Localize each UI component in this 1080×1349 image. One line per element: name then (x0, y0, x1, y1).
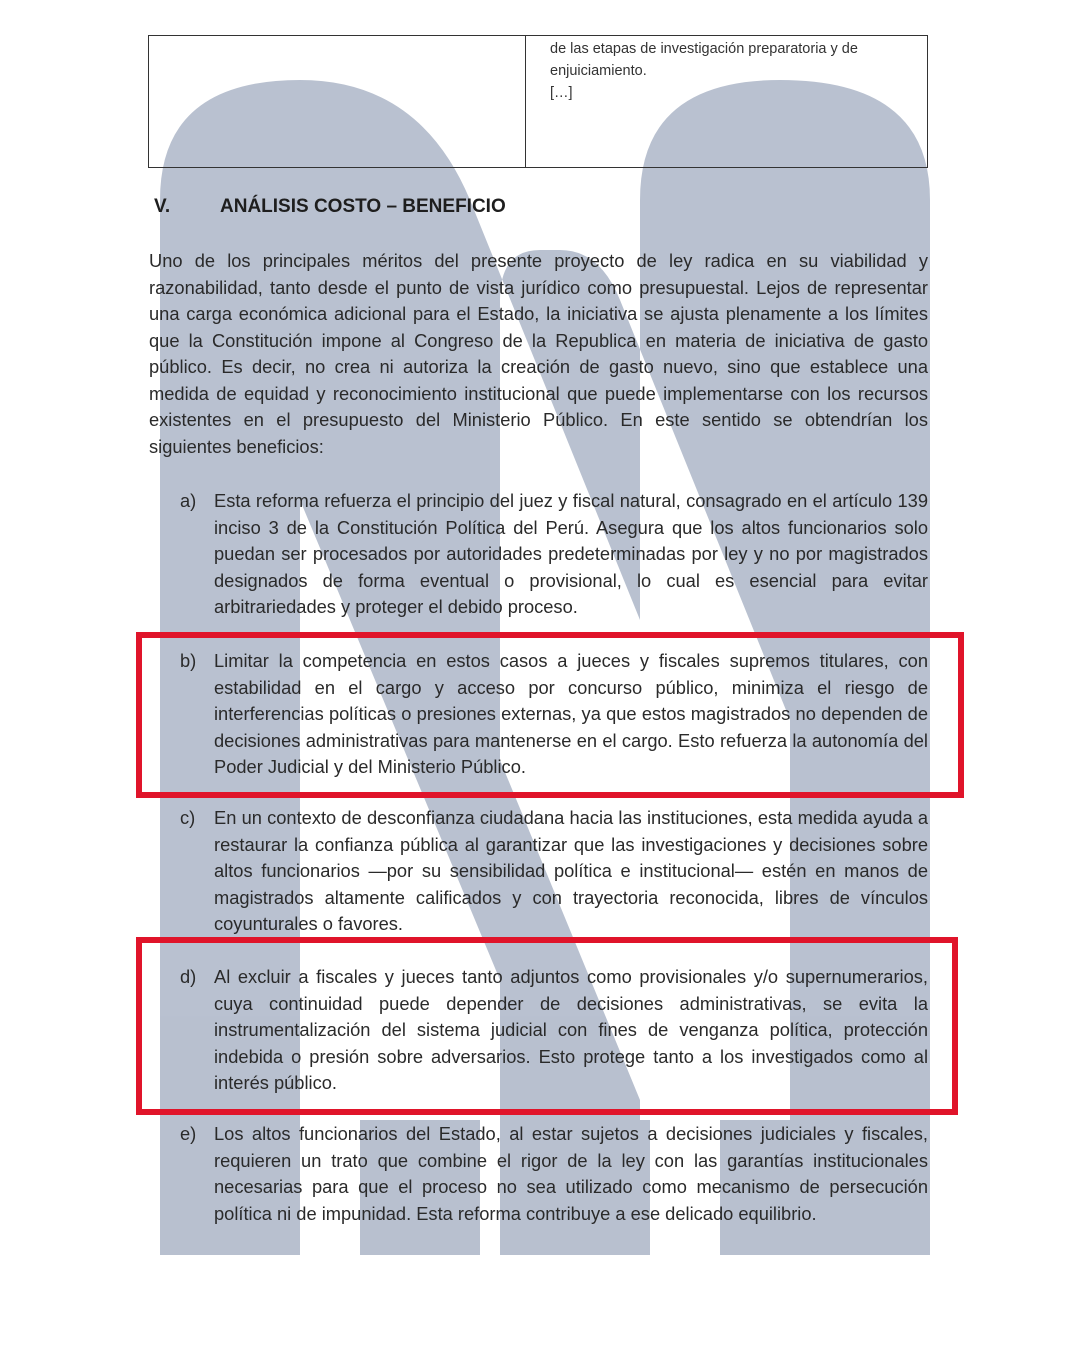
list-item-c (180, 805, 928, 938)
list-marker: c) (180, 807, 196, 828)
list-item-text: Al excluir a fiscales y jueces tanto adjuntos como provisionales y/o supernumerarios, cuya continuidad puede depender de decisiones administrativas, se evita la instrumentalización del sistema judicial con fines de venganza política, protección indebida o presión sobre adversarios. Esto protege tanto a los investigados como al interés público. (214, 966, 928, 1093)
list-item-text: En un contexto de desconfianza ciudadana hacia las instituciones, esta medida ayuda a restaurar la confianza pública al garantizar que las investigaciones y decisiones sobre altos funcionarios —por su sensibilidad política e institucional— estén en manos de magistrados altamente calificados y con trayectoria reconocida, libres de vínculos coyunturales o favores. (214, 807, 928, 934)
section-heading (154, 196, 506, 218)
highlight-box-b (136, 632, 964, 798)
list-marker: e) (180, 1123, 197, 1144)
list-marker: d) (180, 966, 197, 987)
table-cell-left (149, 36, 526, 167)
list-item-text: Limitar la competencia en estos casos a jueces y fiscales supremos titulares, con estabilidad en el cargo y acceso por concurso público, minimiza el riesgo de interferencias políticas o presiones externas, ya que estos magistrados no dependen de decisiones administrativas para mantenerse en el cargo. Esto refuerza la autonomía del Poder Judicial y del Ministerio Público. (214, 650, 928, 777)
intro-paragraph: Uno de los principales méritos del presente proyecto de ley radica en su viabilidad y razonabilidad, tanto desde el punto de vista jurídico como presupuestal. Lejos de representar una carga económica adicional para el Estado, la iniciativa se ajusta plenamente a los límites que la Constitución impone al Congreso de la Republica en materia de iniciativa de gasto público. Es decir, no crea ni autoriza la creación de gasto nuevo, sino que establece una medida de equidad y reconocimiento institucional que puede implementarse con los recursos existentes en el presupuesto del Ministerio Público. En este sentido se obtendrían los siguientes beneficios: (149, 250, 928, 457)
table-cell-line: de las etapas de investigación preparatoria y de (550, 41, 858, 57)
list-marker: a) (180, 490, 197, 511)
table-cell-line: […] (550, 85, 573, 101)
table-cell-line: enjuiciamiento. (550, 63, 647, 79)
list-marker: b) (180, 650, 197, 671)
list-item-a (180, 488, 928, 621)
section-number: V. (154, 196, 171, 217)
list-item-text: Los altos funcionarios del Estado, al estar sujetos a decisiones judiciales y fiscales, requieren un trato que combine el rigor de la ley con las garantías institucionales necesarias para que el proceso no sea utilizado como mecanismo de persecución política ni de impunidad. Esta reforma contribuye a ese delicado equilibrio. (214, 1123, 928, 1224)
list-item-text: Esta reforma refuerza el principio del juez y fiscal natural, consagrado en el artículo 139 inciso 3 de la Constitución Política del Perú. Asegura que los altos funcionarios solo puedan ser procesados por autoridades predeterminadas por ley y no por magistrados designados de forma eventual o provisional, lo cual es esencial para evitar arbitrariedades y proteger el debido proceso. (214, 490, 928, 617)
table-cell-right (526, 36, 927, 167)
list-item-e (180, 1121, 928, 1227)
highlight-box-d (136, 937, 958, 1115)
section-title: ANÁLISIS COSTO – BENEFICIO (220, 196, 506, 217)
table-fragment (148, 35, 928, 168)
